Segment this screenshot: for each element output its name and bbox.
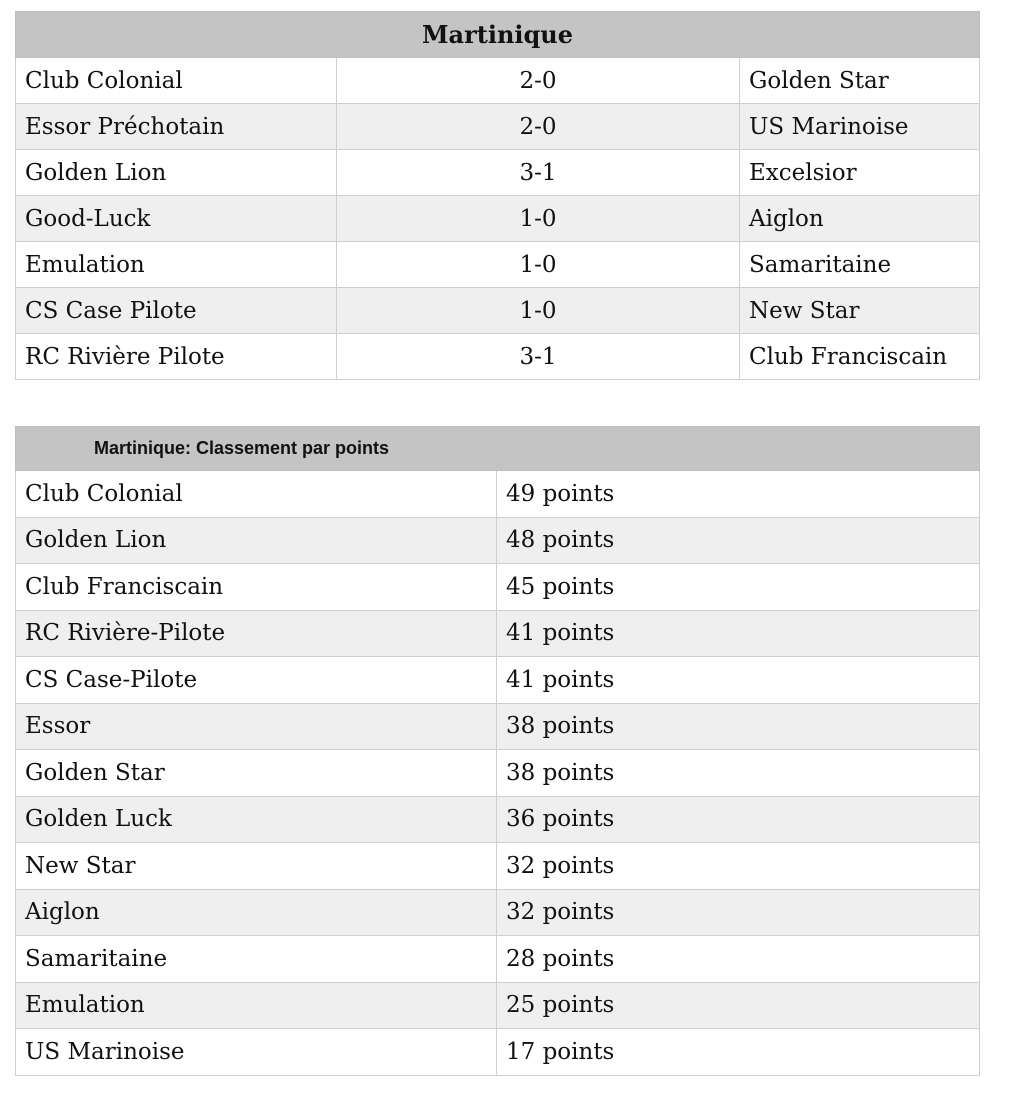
away-team-cell: US Marinoise — [740, 104, 980, 150]
team-cell: US Marinoise — [16, 1029, 497, 1076]
points-cell: 41 points — [497, 657, 980, 704]
ranking-row — [16, 796, 980, 843]
ranking-table — [15, 426, 980, 1076]
points-cell: 28 points — [497, 936, 980, 983]
team-cell: Emulation — [16, 982, 497, 1029]
ranking-body — [16, 471, 980, 1076]
score-cell: 1-0 — [337, 288, 740, 334]
points-cell: 36 points — [497, 796, 980, 843]
ranking-row — [16, 1029, 980, 1076]
points-cell: 41 points — [497, 610, 980, 657]
home-team-cell: Good-Luck — [16, 196, 337, 242]
team-cell: Club Franciscain — [16, 564, 497, 611]
ranking-row — [16, 889, 980, 936]
ranking-row — [16, 657, 980, 704]
away-team-cell: Aiglon — [740, 196, 980, 242]
home-team-cell: RC Rivière Pilote — [16, 334, 337, 380]
away-team-cell: Club Franciscain — [740, 334, 980, 380]
ranking-header-row — [16, 427, 980, 471]
match-row — [16, 196, 980, 242]
results-body — [16, 58, 980, 380]
home-team-cell: Emulation — [16, 242, 337, 288]
results-header-row — [16, 12, 980, 58]
team-cell: New Star — [16, 843, 497, 890]
score-cell: 3-1 — [337, 334, 740, 380]
points-cell: 49 points — [497, 471, 980, 518]
team-cell: Samaritaine — [16, 936, 497, 983]
match-row — [16, 150, 980, 196]
away-team-cell: Samaritaine — [740, 242, 980, 288]
ranking-row — [16, 750, 980, 797]
team-cell: Golden Luck — [16, 796, 497, 843]
score-cell: 1-0 — [337, 242, 740, 288]
home-team-cell: CS Case Pilote — [16, 288, 337, 334]
score-cell: 2-0 — [337, 104, 740, 150]
match-row — [16, 334, 980, 380]
points-cell: 45 points — [497, 564, 980, 611]
team-cell: Aiglon — [16, 889, 497, 936]
team-cell: RC Rivière-Pilote — [16, 610, 497, 657]
points-cell: 38 points — [497, 750, 980, 797]
home-team-cell: Golden Lion — [16, 150, 337, 196]
points-cell: 17 points — [497, 1029, 980, 1076]
team-cell: Club Colonial — [16, 471, 497, 518]
score-cell: 2-0 — [337, 58, 740, 104]
home-team-cell: Essor Préchotain — [16, 104, 337, 150]
ranking-row — [16, 517, 980, 564]
team-cell: CS Case-Pilote — [16, 657, 497, 704]
away-team-cell: New Star — [740, 288, 980, 334]
match-row — [16, 104, 980, 150]
ranking-row — [16, 843, 980, 890]
away-team-cell: Excelsior — [740, 150, 980, 196]
points-cell: 32 points — [497, 889, 980, 936]
ranking-title: Martinique: Classement par points — [16, 427, 980, 471]
ranking-row — [16, 703, 980, 750]
match-row — [16, 288, 980, 334]
home-team-cell: Club Colonial — [16, 58, 337, 104]
ranking-row — [16, 471, 980, 518]
points-cell: 25 points — [497, 982, 980, 1029]
points-cell: 32 points — [497, 843, 980, 890]
team-cell: Essor — [16, 703, 497, 750]
points-cell: 38 points — [497, 703, 980, 750]
points-cell: 48 points — [497, 517, 980, 564]
score-cell: 3-1 — [337, 150, 740, 196]
away-team-cell: Golden Star — [740, 58, 980, 104]
match-row — [16, 242, 980, 288]
results-table — [15, 11, 980, 380]
match-row — [16, 58, 980, 104]
score-cell: 1-0 — [337, 196, 740, 242]
ranking-row — [16, 610, 980, 657]
results-title: Martinique — [16, 12, 980, 58]
ranking-row — [16, 564, 980, 611]
ranking-row — [16, 936, 980, 983]
ranking-row — [16, 982, 980, 1029]
team-cell: Golden Star — [16, 750, 497, 797]
team-cell: Golden Lion — [16, 517, 497, 564]
